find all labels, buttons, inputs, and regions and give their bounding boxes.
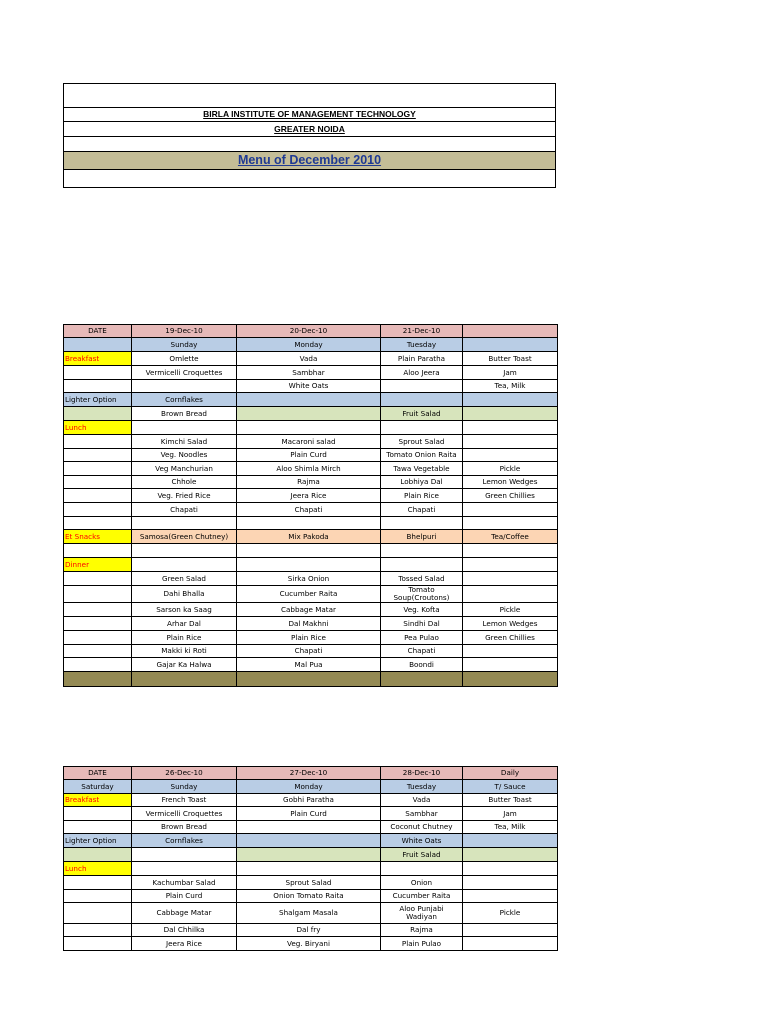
table-row [64, 924, 558, 937]
row-label-cell [64, 517, 132, 530]
menu-cell: Dal fry [237, 924, 381, 937]
menu-cell: Sarson ka Saag [132, 603, 237, 617]
menu-cell: Lobhiya Dal [381, 476, 463, 489]
menu-cell [381, 558, 463, 572]
week2-menu-table [63, 766, 558, 951]
table-row [64, 631, 558, 645]
table-row [64, 780, 558, 794]
menu-cell [463, 924, 558, 937]
menu-cell: Brown Bread [132, 407, 237, 421]
table-row [64, 517, 558, 530]
header-blank-row [64, 137, 555, 152]
menu-cell: Plain Curd [237, 807, 381, 821]
header-bottom-row [64, 170, 555, 187]
table-row [64, 325, 558, 338]
table-row [64, 821, 558, 834]
menu-cell: Veg Manchurian [132, 462, 237, 476]
row-label-cell [64, 476, 132, 489]
institute-location: GREATER NOIDA [64, 122, 555, 137]
menu-cell: 28-Dec-10 [381, 767, 463, 780]
menu-cell: Pickle [463, 903, 558, 924]
menu-cell: Veg. Noodles [132, 449, 237, 462]
menu-cell [463, 421, 558, 435]
menu-cell: Tea, Milk [463, 380, 558, 393]
menu-cell: Plain Rice [381, 489, 463, 503]
menu-cell: T/ Sauce [463, 780, 558, 794]
table-row [64, 544, 558, 558]
table-row [64, 848, 558, 862]
menu-cell: Sambhar [381, 807, 463, 821]
menu-cell: Chapati [132, 503, 237, 517]
menu-cell: Pickle [463, 603, 558, 617]
row-label-cell [64, 617, 132, 631]
row-label-cell: DATE [64, 767, 132, 780]
menu-cell [237, 544, 381, 558]
menu-cell: Boondi [381, 658, 463, 672]
menu-cell [381, 393, 463, 407]
row-label-cell [64, 338, 132, 352]
menu-cell: Onion [381, 876, 463, 890]
row-label-cell [64, 848, 132, 862]
menu-cell [463, 658, 558, 672]
menu-cell [463, 645, 558, 658]
menu-cell: Jeera Rice [132, 937, 237, 951]
menu-cell: Vada [237, 352, 381, 366]
menu-cell: Makki ki Roti [132, 645, 237, 658]
menu-cell [237, 672, 381, 687]
menu-cell: Gobhi Paratha [237, 794, 381, 807]
menu-cell: Plain Pulao [381, 937, 463, 951]
table-row [64, 672, 558, 687]
table-row [64, 489, 558, 503]
menu-cell: Butter Toast [463, 794, 558, 807]
table-row [64, 421, 558, 435]
row-label-cell [64, 937, 132, 951]
table-row [64, 807, 558, 821]
menu-cell [463, 890, 558, 903]
menu-cell: Veg. Kofta [381, 603, 463, 617]
row-label-cell [64, 366, 132, 380]
menu-cell [463, 449, 558, 462]
menu-cell: Butter Toast [463, 352, 558, 366]
menu-cell: Tawa Vegetable [381, 462, 463, 476]
menu-cell: 21-Dec-10 [381, 325, 463, 338]
menu-cell [463, 503, 558, 517]
menu-cell [381, 544, 463, 558]
menu-cell: Vermicelli Croquettes [132, 366, 237, 380]
menu-cell: Lemon Wedges [463, 476, 558, 489]
table-row [64, 645, 558, 658]
table-row [64, 572, 558, 586]
menu-cell: Sindhi Dal [381, 617, 463, 631]
menu-cell: 26-Dec-10 [132, 767, 237, 780]
menu-cell: 19-Dec-10 [132, 325, 237, 338]
row-label-cell [64, 876, 132, 890]
menu-cell [463, 393, 558, 407]
row-label-cell: Et Snacks [64, 530, 132, 544]
menu-cell: Sunday [132, 780, 237, 794]
menu-cell: Green Salad [132, 572, 237, 586]
row-label-cell: Saturday [64, 780, 132, 794]
row-label-cell [64, 435, 132, 449]
menu-cell [237, 421, 381, 435]
menu-cell [132, 544, 237, 558]
menu-cell: Sunday [132, 338, 237, 352]
menu-cell [463, 834, 558, 848]
row-label-cell [64, 821, 132, 834]
menu-cell [381, 862, 463, 876]
row-label-cell [64, 672, 132, 687]
menu-cell [463, 862, 558, 876]
menu-cell [381, 672, 463, 687]
menu-cell [463, 435, 558, 449]
menu-cell: Tossed Salad [381, 572, 463, 586]
menu-cell: Monday [237, 780, 381, 794]
row-label-cell [64, 462, 132, 476]
menu-cell: Tuesday [381, 338, 463, 352]
row-label-cell [64, 645, 132, 658]
menu-cell: Dal Chhilka [132, 924, 237, 937]
menu-cell: Tuesday [381, 780, 463, 794]
menu-cell: French Toast [132, 794, 237, 807]
menu-cell: Jam [463, 807, 558, 821]
menu-cell: Monday [237, 338, 381, 352]
menu-cell: Veg. Biryani [237, 937, 381, 951]
table-row [64, 617, 558, 631]
menu-cell: Tea/Coffee [463, 530, 558, 544]
week1-menu-table [63, 324, 558, 687]
table-row [64, 380, 558, 393]
menu-cell: Cabbage Matar [132, 903, 237, 924]
menu-cell: 20-Dec-10 [237, 325, 381, 338]
menu-cell [132, 558, 237, 572]
menu-cell: Aloo Shimla Mirch [237, 462, 381, 476]
menu-cell [463, 572, 558, 586]
menu-cell: Green Chillies [463, 489, 558, 503]
table-row [64, 876, 558, 890]
table-row [64, 393, 558, 407]
table-row [64, 476, 558, 489]
table-row [64, 503, 558, 517]
institute-name: BIRLA INSTITUTE OF MANAGEMENT TECHNOLOGY [64, 108, 555, 122]
menu-cell: Chapati [237, 503, 381, 517]
table-row [64, 462, 558, 476]
menu-cell: 27-Dec-10 [237, 767, 381, 780]
menu-cell: Cucumber Raita [237, 586, 381, 603]
row-label-cell [64, 603, 132, 617]
menu-cell [237, 517, 381, 530]
row-label-cell: Lighter Option [64, 393, 132, 407]
row-label-cell: Lunch [64, 862, 132, 876]
menu-cell [463, 517, 558, 530]
menu-cell: Rajma [237, 476, 381, 489]
menu-cell: Chapati [381, 503, 463, 517]
menu-cell: Bhelpuri [381, 530, 463, 544]
menu-cell: Chapati [237, 645, 381, 658]
table-row [64, 558, 558, 572]
menu-cell: White Oats [381, 834, 463, 848]
menu-cell [132, 672, 237, 687]
menu-cell [463, 876, 558, 890]
menu-cell: Arhar Dal [132, 617, 237, 631]
menu-cell: Coconut Chutney [381, 821, 463, 834]
header-spacer-row [64, 84, 555, 108]
menu-cell: Cornflakes [132, 834, 237, 848]
row-label-cell: Lighter Option [64, 834, 132, 848]
menu-cell [132, 517, 237, 530]
menu-cell: Aloo Jeera [381, 366, 463, 380]
menu-cell [463, 937, 558, 951]
row-label-cell [64, 489, 132, 503]
menu-cell [132, 848, 237, 862]
menu-cell: Pea Pulao [381, 631, 463, 645]
menu-cell: Jam [463, 366, 558, 380]
menu-cell: Pickle [463, 462, 558, 476]
menu-cell [132, 862, 237, 876]
menu-cell: Veg. Fried Rice [132, 489, 237, 503]
menu-cell [132, 421, 237, 435]
menu-cell: Plain Paratha [381, 352, 463, 366]
row-label-cell [64, 544, 132, 558]
table-row [64, 862, 558, 876]
menu-cell: Sirka Onion [237, 572, 381, 586]
table-row [64, 658, 558, 672]
menu-cell [237, 862, 381, 876]
menu-cell: Jeera Rice [237, 489, 381, 503]
menu-cell: Vada [381, 794, 463, 807]
menu-cell [463, 672, 558, 687]
menu-title: Menu of December 2010 [64, 152, 555, 170]
menu-cell [237, 558, 381, 572]
row-label-cell [64, 631, 132, 645]
menu-cell: Plain Rice [132, 631, 237, 645]
table-row [64, 586, 558, 603]
row-label-cell [64, 586, 132, 603]
row-label-cell [64, 380, 132, 393]
menu-cell: Plain Curd [132, 890, 237, 903]
row-label-cell [64, 903, 132, 924]
menu-cell [237, 848, 381, 862]
menu-cell: Onion Tomato Raita [237, 890, 381, 903]
table-row [64, 794, 558, 807]
menu-cell: Macaroni salad [237, 435, 381, 449]
row-label-cell [64, 572, 132, 586]
row-label-cell: DATE [64, 325, 132, 338]
menu-cell [237, 821, 381, 834]
menu-cell: Cabbage Matar [237, 603, 381, 617]
table-row [64, 407, 558, 421]
menu-cell: Daily [463, 767, 558, 780]
menu-cell: Sambhar [237, 366, 381, 380]
menu-cell: Green Chillies [463, 631, 558, 645]
table-row [64, 834, 558, 848]
menu-cell: Tomato Soup(Croutons) [381, 586, 463, 603]
menu-cell [463, 558, 558, 572]
menu-cell: Fruit Salad [381, 848, 463, 862]
menu-cell: Cucumber Raita [381, 890, 463, 903]
menu-cell: Shalgam Masala [237, 903, 381, 924]
table-row [64, 530, 558, 544]
menu-cell: White Oats [237, 380, 381, 393]
menu-cell [237, 407, 381, 421]
menu-cell: Chapati [381, 645, 463, 658]
menu-cell: Sprout Salad [237, 876, 381, 890]
menu-cell [463, 325, 558, 338]
menu-cell: Aloo Punjabi Wadiyan [381, 903, 463, 924]
menu-cell: Tomato Onion Raita [381, 449, 463, 462]
menu-cell: Vermicelli Croquettes [132, 807, 237, 821]
table-row [64, 338, 558, 352]
menu-cell: Tea, Milk [463, 821, 558, 834]
menu-cell: Dal Makhni [237, 617, 381, 631]
table-row [64, 449, 558, 462]
menu-cell: Brown Bread [132, 821, 237, 834]
menu-cell [463, 848, 558, 862]
menu-cell: Chhole [132, 476, 237, 489]
menu-cell [463, 544, 558, 558]
row-label-cell [64, 449, 132, 462]
menu-cell: Lemon Wedges [463, 617, 558, 631]
row-label-cell: Breakfast [64, 352, 132, 366]
institute-header [63, 83, 556, 188]
menu-cell [237, 834, 381, 848]
menu-cell [237, 393, 381, 407]
menu-cell: Plain Curd [237, 449, 381, 462]
table-row [64, 352, 558, 366]
menu-cell: Sprout Salad [381, 435, 463, 449]
row-label-cell: Lunch [64, 421, 132, 435]
menu-cell: Samosa(Green Chutney) [132, 530, 237, 544]
menu-cell [463, 338, 558, 352]
row-label-cell [64, 890, 132, 903]
table-row [64, 767, 558, 780]
row-label-cell [64, 807, 132, 821]
table-row [64, 903, 558, 924]
menu-cell: Kachumbar Salad [132, 876, 237, 890]
row-label-cell: Dinner [64, 558, 132, 572]
menu-cell [381, 421, 463, 435]
table-row [64, 366, 558, 380]
menu-cell [381, 380, 463, 393]
table-row [64, 435, 558, 449]
row-label-cell [64, 503, 132, 517]
row-label-cell: Breakfast [64, 794, 132, 807]
row-label-cell [64, 407, 132, 421]
menu-cell: Cornflakes [132, 393, 237, 407]
menu-cell [381, 517, 463, 530]
menu-cell [463, 407, 558, 421]
table-row [64, 937, 558, 951]
row-label-cell [64, 658, 132, 672]
menu-cell [463, 586, 558, 603]
menu-cell: Mix Pakoda [237, 530, 381, 544]
menu-cell: Gajar Ka Halwa [132, 658, 237, 672]
menu-cell: Rajma [381, 924, 463, 937]
table-row [64, 603, 558, 617]
table-row [64, 890, 558, 903]
menu-cell: Dahi Bhalla [132, 586, 237, 603]
menu-cell: Fruit Salad [381, 407, 463, 421]
menu-cell [132, 380, 237, 393]
menu-cell: Mal Pua [237, 658, 381, 672]
menu-cell: Plain Rice [237, 631, 381, 645]
row-label-cell [64, 924, 132, 937]
menu-cell: Kimchi Salad [132, 435, 237, 449]
menu-cell: Omlette [132, 352, 237, 366]
